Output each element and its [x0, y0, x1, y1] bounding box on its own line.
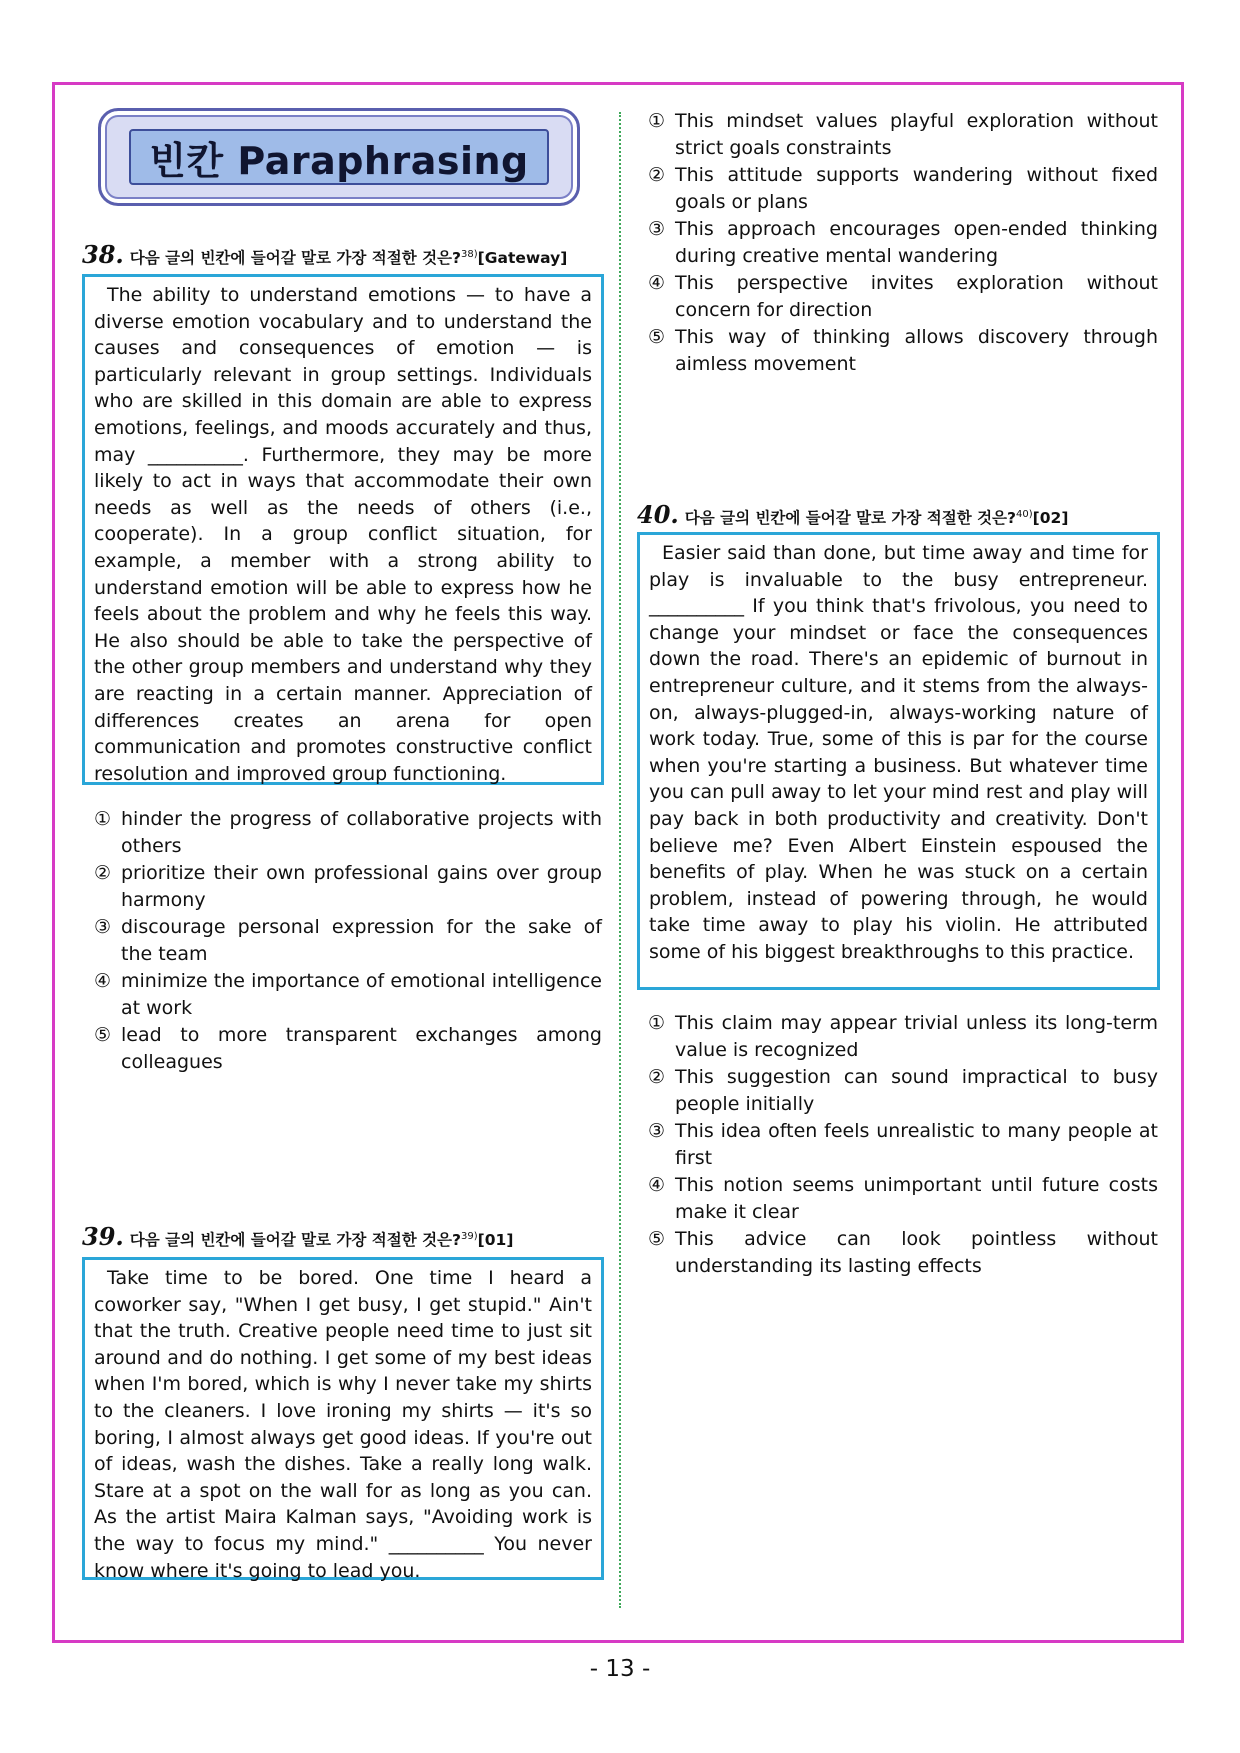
- question-instruction: 다음 글의 빈칸에 들어갈 말로 가장 적절한 것은?: [129, 1231, 462, 1249]
- option[interactable]: [648, 1172, 1158, 1226]
- option-text: This way of thinking allows discovery through aimless movement: [675, 326, 1158, 375]
- option-text: discourage personal expression for the sake of the team: [121, 916, 602, 965]
- question-instruction: 다음 글의 빈칸에 들어갈 말로 가장 적절한 것은?: [684, 509, 1017, 527]
- question-number: 39.: [82, 1222, 124, 1251]
- option[interactable]: [94, 860, 602, 914]
- option-marker: ①: [94, 808, 112, 830]
- question-instruction: 다음 글의 빈칸에 들어갈 말로 가장 적절한 것은?: [129, 249, 462, 267]
- question-40-options: [648, 1010, 1158, 1280]
- option[interactable]: [648, 1118, 1158, 1172]
- option-text: This claim may appear trivial unless its long-term value is recognized: [675, 1012, 1158, 1061]
- section-title-box: [98, 108, 580, 206]
- question-source: [01]: [477, 1231, 514, 1249]
- option-text: This notion seems unimportant until future costs make it clear: [675, 1174, 1158, 1223]
- question-39-options: [648, 108, 1158, 378]
- option[interactable]: [648, 216, 1158, 270]
- question-40-header: [637, 500, 1068, 529]
- question-38-passage: [82, 274, 604, 785]
- question-39-header: [82, 1222, 513, 1251]
- option[interactable]: [94, 806, 602, 860]
- option[interactable]: [648, 324, 1158, 378]
- question-source: [Gateway]: [477, 249, 568, 267]
- option-text: This advice can look pointless without understanding its lasting effects: [675, 1228, 1158, 1277]
- question-38-header: [82, 240, 567, 269]
- section-title: 빈칸 Paraphrasing: [149, 138, 529, 183]
- option-marker: ⑤: [94, 1024, 112, 1046]
- option-marker: ④: [94, 970, 112, 992]
- option[interactable]: [648, 108, 1158, 162]
- option-text: minimize the importance of emotional intelligence at work: [121, 970, 602, 1019]
- option-text: This perspective invites exploration without concern for direction: [675, 272, 1158, 321]
- option-marker: ②: [94, 862, 112, 884]
- question-38-options: [94, 806, 602, 1076]
- question-source: [02]: [1032, 509, 1069, 527]
- option[interactable]: [94, 914, 602, 968]
- option-text: hinder the progress of collaborative projects with others: [121, 808, 602, 857]
- option-text: prioritize their own professional gains over group harmony: [121, 862, 602, 911]
- option-text: This approach encourages open-ended thinking during creative mental wandering: [675, 218, 1158, 267]
- option[interactable]: [648, 1010, 1158, 1064]
- option-marker: ②: [648, 164, 666, 186]
- option-marker: ③: [648, 1120, 666, 1142]
- option[interactable]: [648, 162, 1158, 216]
- question-number: 40.: [637, 500, 679, 529]
- option-marker: ①: [648, 1012, 666, 1034]
- column-divider: [619, 112, 621, 1608]
- option[interactable]: [94, 968, 602, 1022]
- option-text: This attitude supports wandering without fixed goals or plans: [675, 164, 1158, 213]
- option[interactable]: [94, 1022, 602, 1076]
- question-40-passage: [637, 532, 1160, 990]
- option-text: This idea often feels unrealistic to many people at first: [675, 1120, 1158, 1169]
- option-marker: ③: [648, 218, 666, 240]
- option-marker: ⑤: [648, 1228, 666, 1250]
- option[interactable]: [648, 1064, 1158, 1118]
- question-39-passage: [82, 1257, 604, 1580]
- option-marker: ④: [648, 1174, 666, 1196]
- option[interactable]: [648, 270, 1158, 324]
- section-title-inner: [129, 129, 549, 185]
- question-ref: 40): [1016, 508, 1033, 520]
- option-marker: ②: [648, 1066, 666, 1088]
- question-number: 38.: [82, 240, 124, 269]
- passage-text: Take time to be bored. One time I heard a coworker say, "When I get busy, I get stupid." Ain't that the truth. Creative people need time to just sit around and do nothing. I get some of my best ideas when I'm bored, which is why I never take my shirts to the cleaners. I love ironing my shirts — it's so boring, I almost always get good ideas. If you're out of ideas, wash the dishes. Take a really long walk. Stare at a spot on the wall for as long as you can. As the artist Maira Kalman says, "Avoiding work is the way to focus my mind." __________ You never know where it's going to lead you.: [94, 1267, 592, 1582]
- page-number: - 13 -: [589, 1656, 651, 1682]
- option-marker: ④: [648, 272, 666, 294]
- option-text: This suggestion can sound impractical to busy people initially: [675, 1066, 1158, 1115]
- question-ref: 38): [461, 248, 478, 260]
- passage-text: Easier said than done, but time away and time for play is invaluable to the busy entrepreneur. __________ If you think that's frivolous, you need to change your mindset or face the consequences down the road. There's an epidemic of burnout in entrepreneur culture, and it stems from the always-on, always-plugged-in, always-working nature of work today. True, some of this is par for the course when you're starting a business. But whatever time you can pull away to let your mind rest and play will pay back in both productivity and creativity. Don't believe me? Even Albert Einstein espoused the benefits of play. When he was stuck on a certain problem, instead of powering through, he would take time away to play his violin. He attributed some of his biggest breakthroughs to this practice.: [649, 542, 1148, 963]
- option-marker: ③: [94, 916, 112, 938]
- option-text: lead to more transparent exchanges among colleagues: [121, 1024, 602, 1073]
- option-marker: ⑤: [648, 326, 666, 348]
- option-text: This mindset values playful exploration without strict goals constraints: [675, 110, 1158, 159]
- question-ref: 39): [461, 1230, 478, 1242]
- passage-text: The ability to understand emotions — to have a diverse emotion vocabulary and to understand the causes and consequences of emotion — is particularly relevant in group settings. Individuals who are skilled in this domain are able to express emotions, feelings, and moods accurately and thus, may __________. Furthermore, they may be more likely to act in ways that accommodate their own needs as well as the needs of others (i.e., cooperate). In a group conflict situation, for example, a member with a strong ability to understand emotion will be able to express how he feels about the problem and why he feels this way. He also should be able to take the perspective of the other group members and understand why they are reacting in a certain manner. Appreciation of differences creates an arena for open communication and promotes constructive conflict resolution and improved group functioning.: [94, 284, 592, 785]
- option-marker: ①: [648, 110, 666, 132]
- option[interactable]: [648, 1226, 1158, 1280]
